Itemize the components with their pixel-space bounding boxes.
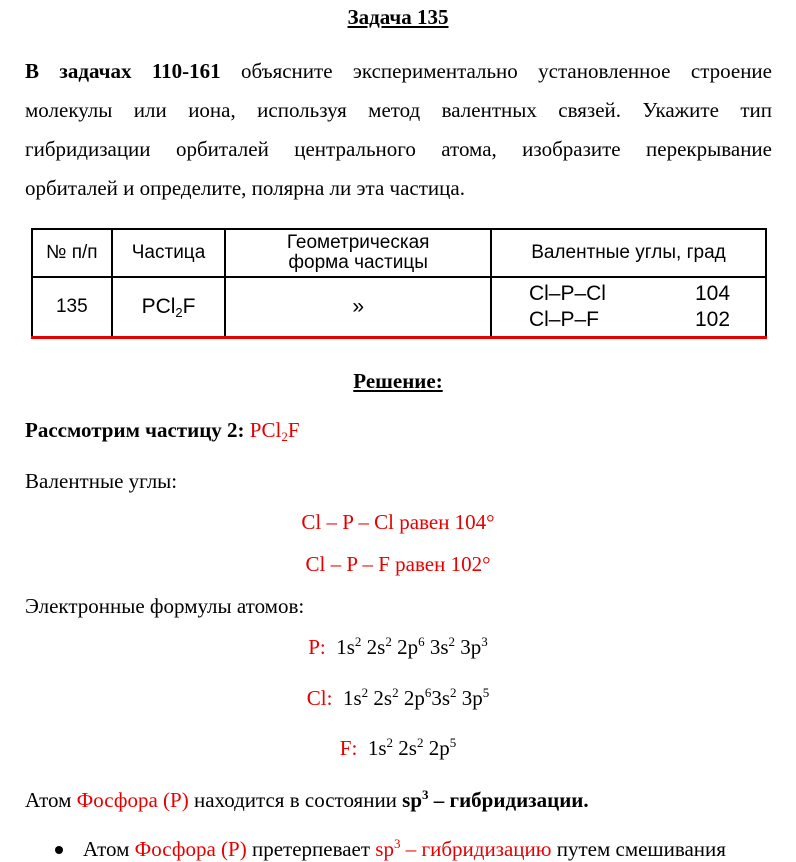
angle-line-1: Cl – P – Cl равен 104°: [301, 510, 495, 534]
consider-label: Рассмотрим частицу 2:: [25, 418, 245, 442]
config-p: P: $1s^2$ $2s^2$ $2p^6$ $3s^2$ $3p^3$: [308, 634, 488, 659]
header-particle: Частица: [112, 229, 226, 277]
angle-line-2: Cl – P – F равен 102°: [305, 552, 491, 576]
angle1-name: Cl–P–Cl: [528, 282, 606, 305]
cell-particle: PCl$_2$F: [112, 277, 226, 337]
task-line1: объясните экспериментально установленное строение: [220, 59, 772, 83]
header-shape: Геометрическая форма частицы: [225, 229, 491, 277]
page-title: Задача 135: [347, 5, 449, 29]
electron-label: Электронные формулы атомов:: [25, 594, 305, 618]
bullet-sentence: Атом Фосфора (P) претерпевает $sp^3$ – гибридизацию путем смешивания: [83, 836, 726, 861]
hybrid-sentence: Атом Фосфора (P) находится в состоянии $sp^3$ – гибридизации.: [25, 787, 589, 812]
header-num: № п/п: [32, 229, 112, 277]
angle2-name: Cl–P–F: [528, 308, 599, 331]
solution-heading: Решение:: [353, 369, 443, 393]
task-line4: орбиталей и определите, полярна ли эта частица.: [25, 176, 465, 200]
data-table: [31, 228, 767, 338]
angle2-value: 102: [695, 308, 731, 331]
bullet-dot: [55, 846, 63, 854]
config-cl: Cl: $1s^2$ $2s^2$ $2p^63s^2$ $3p^5$: [306, 685, 490, 710]
angle1-value: 104: [695, 282, 731, 305]
task-bold: В задачах 110-161: [25, 59, 221, 83]
header-angles: Валентные углы, град: [491, 229, 766, 277]
red-divider: [31, 336, 767, 339]
consider-formula: PCl$_2$F: [249, 418, 300, 444]
cell-shape: »: [225, 277, 491, 337]
config-f: F: $1s^2$ $2s^2$ $2p^5$: [339, 735, 457, 760]
task-line3: гибридизации орбиталей центрального атома, изобразите перекрывание: [25, 137, 772, 161]
table-header-row: [32, 229, 766, 277]
task-line2: молекулы или иона, используя метод валентных связей. Укажите тип: [25, 98, 772, 122]
table-row: [32, 277, 766, 337]
angles-label: Валентные углы:: [25, 469, 178, 493]
cell-num: 135: [32, 277, 112, 337]
consider-line: [25, 418, 300, 443]
cell-angles: [491, 277, 766, 337]
task-text: [25, 52, 772, 208]
